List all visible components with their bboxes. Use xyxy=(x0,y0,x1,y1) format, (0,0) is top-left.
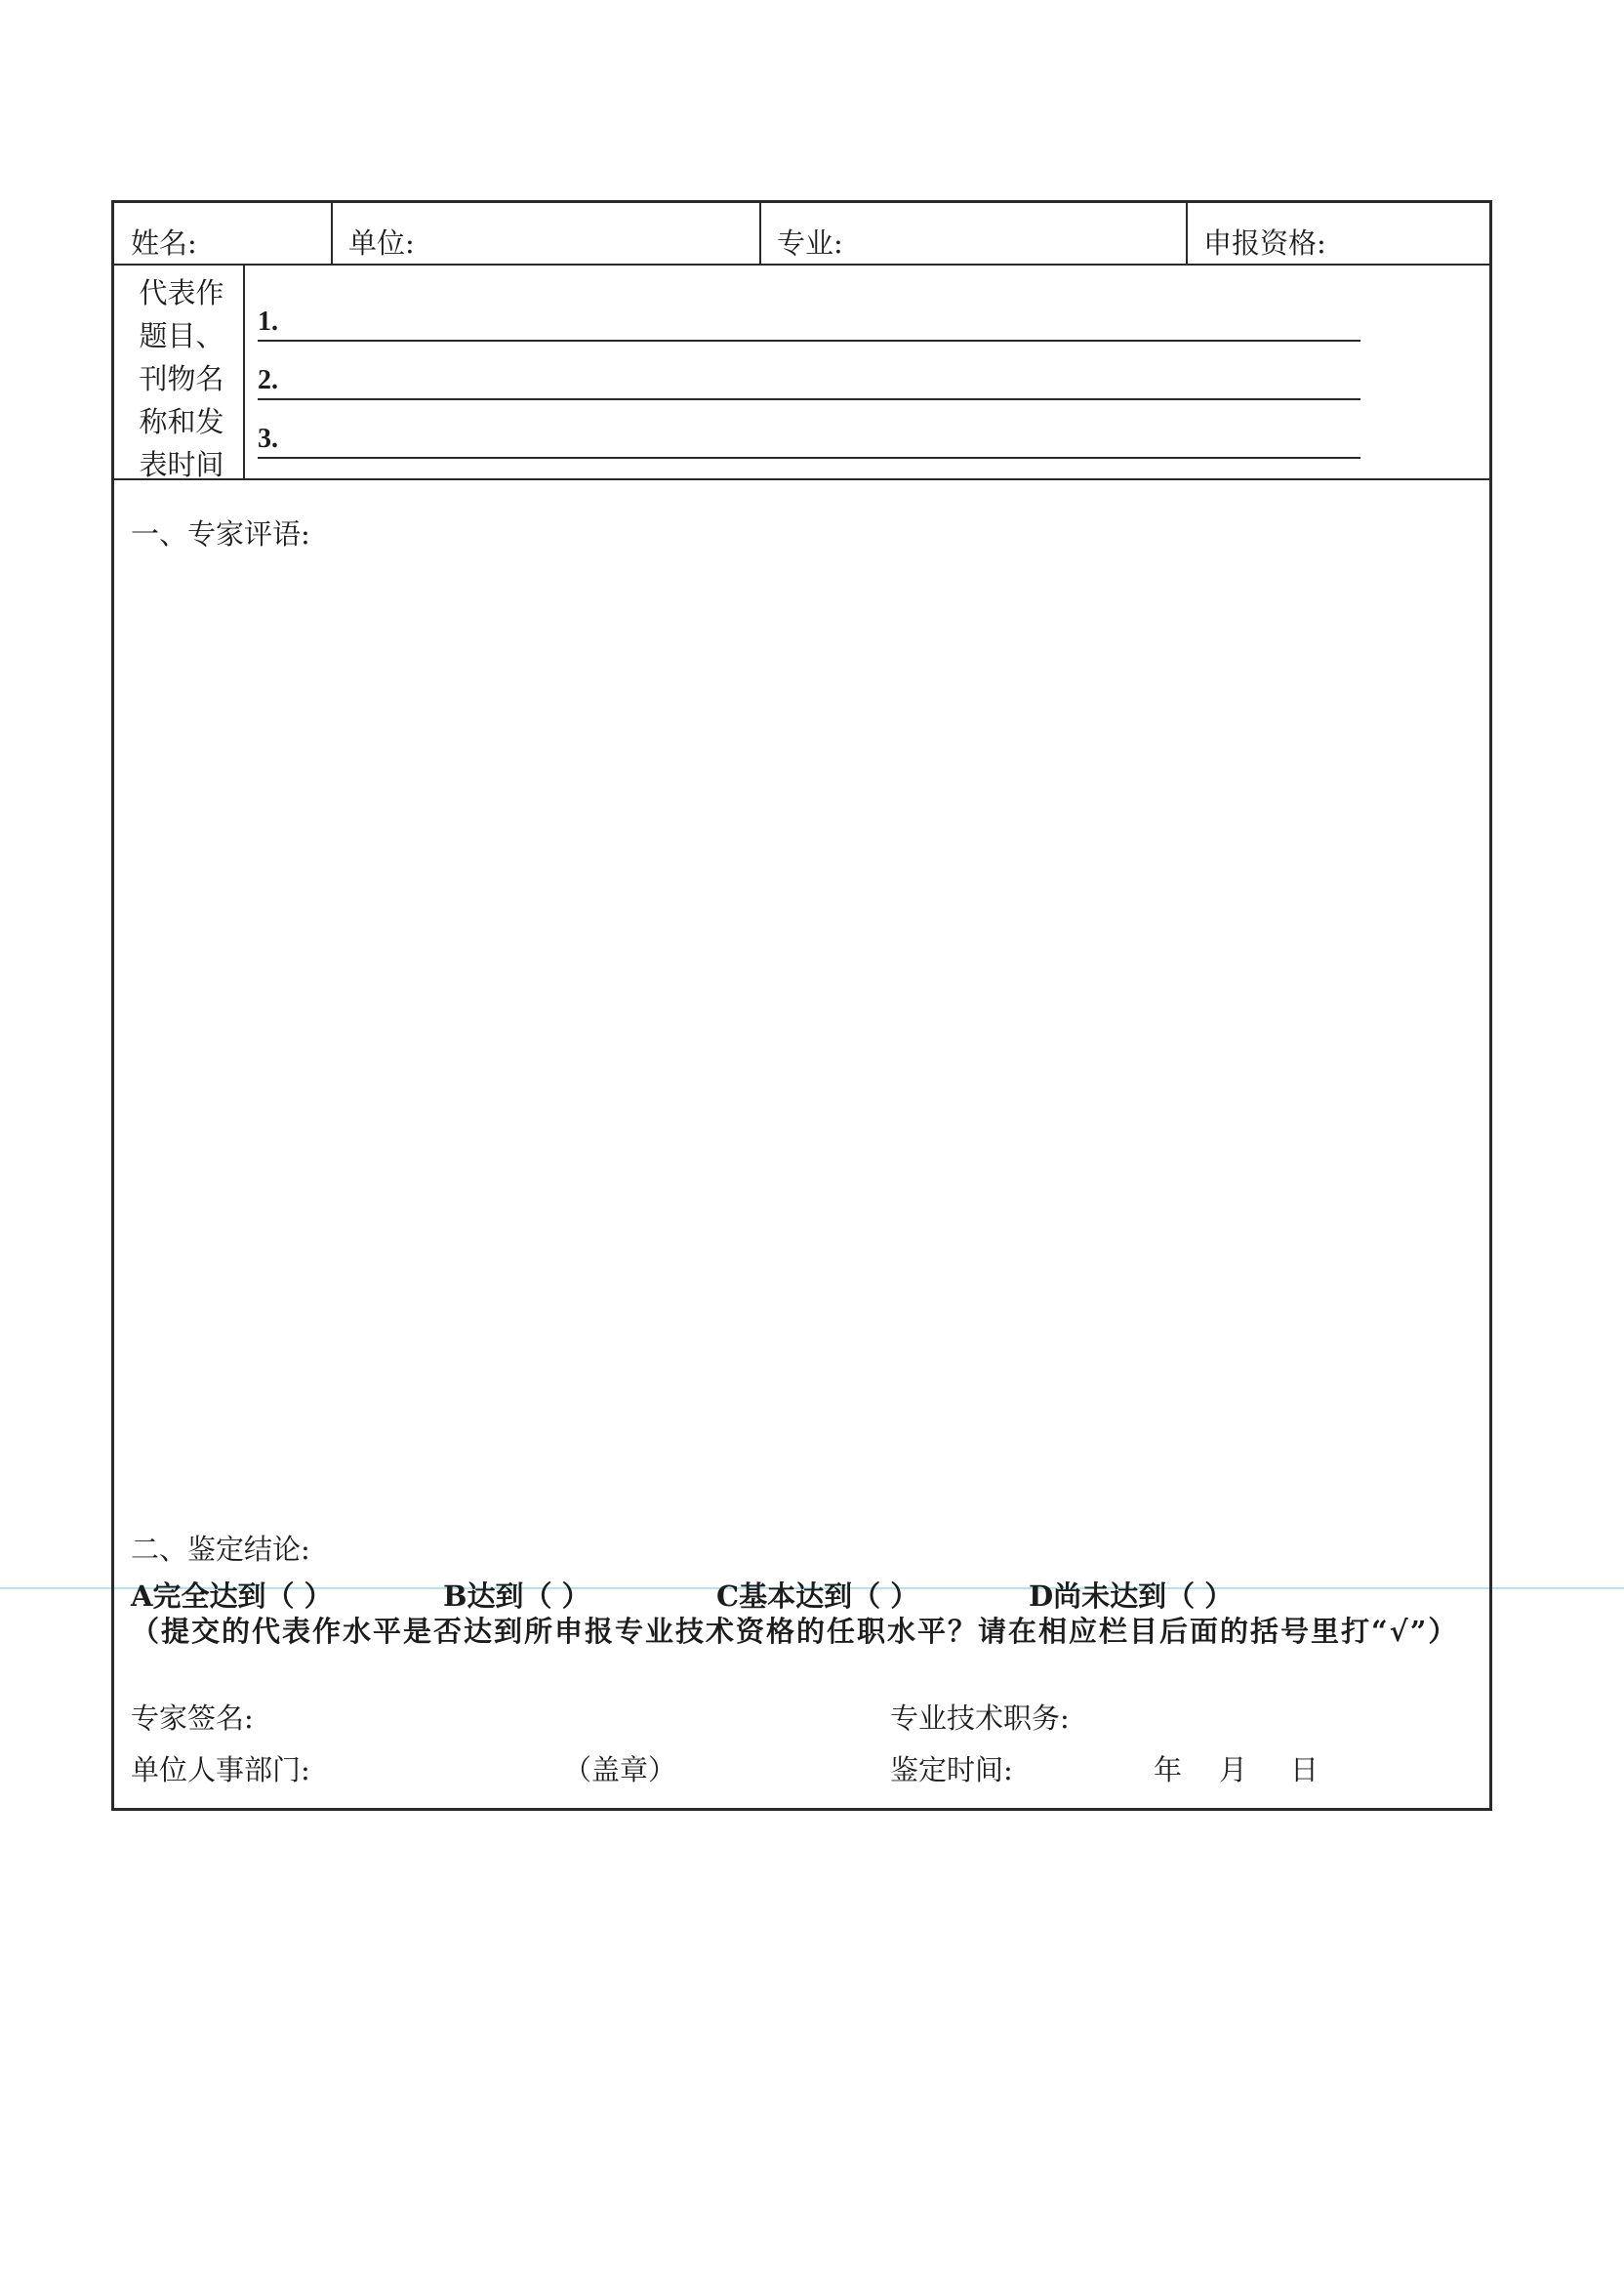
day-label: 日 xyxy=(1290,1753,1320,1786)
option-letter: C xyxy=(716,1579,740,1613)
unit-label: 单位: xyxy=(348,226,415,260)
option-b[interactable] xyxy=(443,1575,590,1615)
option-text: 尚未达到（ ） xyxy=(1053,1579,1234,1613)
hr-department-label: 单位人事部门: xyxy=(131,1753,310,1786)
professional-title-label: 专业技术职务: xyxy=(890,1702,1070,1735)
name-label: 姓名: xyxy=(131,226,197,260)
label-line: 刊物名 xyxy=(139,362,224,395)
option-c[interactable] xyxy=(716,1575,918,1615)
option-letter: A xyxy=(131,1579,153,1613)
month-label: 月 xyxy=(1219,1753,1248,1786)
divider xyxy=(331,203,333,265)
work-number: 2. xyxy=(258,365,278,395)
qualification-label: 申报资格: xyxy=(1203,226,1326,260)
work-number: 1. xyxy=(258,307,278,337)
option-d[interactable] xyxy=(1029,1575,1233,1615)
option-letter: D xyxy=(1029,1579,1054,1613)
representative-works-label xyxy=(124,271,239,486)
option-text: 达到（ ） xyxy=(467,1579,590,1613)
divider xyxy=(759,203,761,265)
conclusion-options xyxy=(131,1575,1487,1613)
expert-comments-title: 一、专家评语: xyxy=(131,517,310,551)
label-line: 题目、 xyxy=(139,319,224,352)
seal-label: （盖章） xyxy=(563,1753,677,1786)
row-divider xyxy=(114,478,1489,480)
work-number: 3. xyxy=(258,424,278,454)
option-text: 基本达到（ ） xyxy=(739,1579,919,1613)
appraisal-conclusion-title: 二、鉴定结论: xyxy=(131,1533,310,1566)
divider xyxy=(1186,203,1188,265)
appraisal-form xyxy=(111,200,1492,1811)
label-line: 称和发 xyxy=(139,405,224,438)
option-a[interactable] xyxy=(131,1575,333,1615)
option-letter: B xyxy=(443,1579,467,1613)
major-label: 专业: xyxy=(777,226,843,260)
label-line: 代表作 xyxy=(139,276,224,309)
label-line: 表时间 xyxy=(139,448,224,481)
conclusion-note: （提交的代表作水平是否达到所申报专业技术资格的任职水平？请在相应栏目后面的括号里打“√”） xyxy=(131,1615,1459,1648)
row-divider xyxy=(114,264,1489,266)
work-entry-1[interactable] xyxy=(258,299,1360,342)
expert-signature-label: 专家签名: xyxy=(131,1702,254,1735)
work-entry-2[interactable] xyxy=(258,357,1360,400)
work-entry-3[interactable] xyxy=(258,416,1360,459)
year-label: 年 xyxy=(1154,1753,1183,1786)
appraisal-date-label: 鉴定时间: xyxy=(890,1753,1013,1786)
option-text: 完全达到（ ） xyxy=(152,1579,333,1613)
divider xyxy=(243,264,245,478)
